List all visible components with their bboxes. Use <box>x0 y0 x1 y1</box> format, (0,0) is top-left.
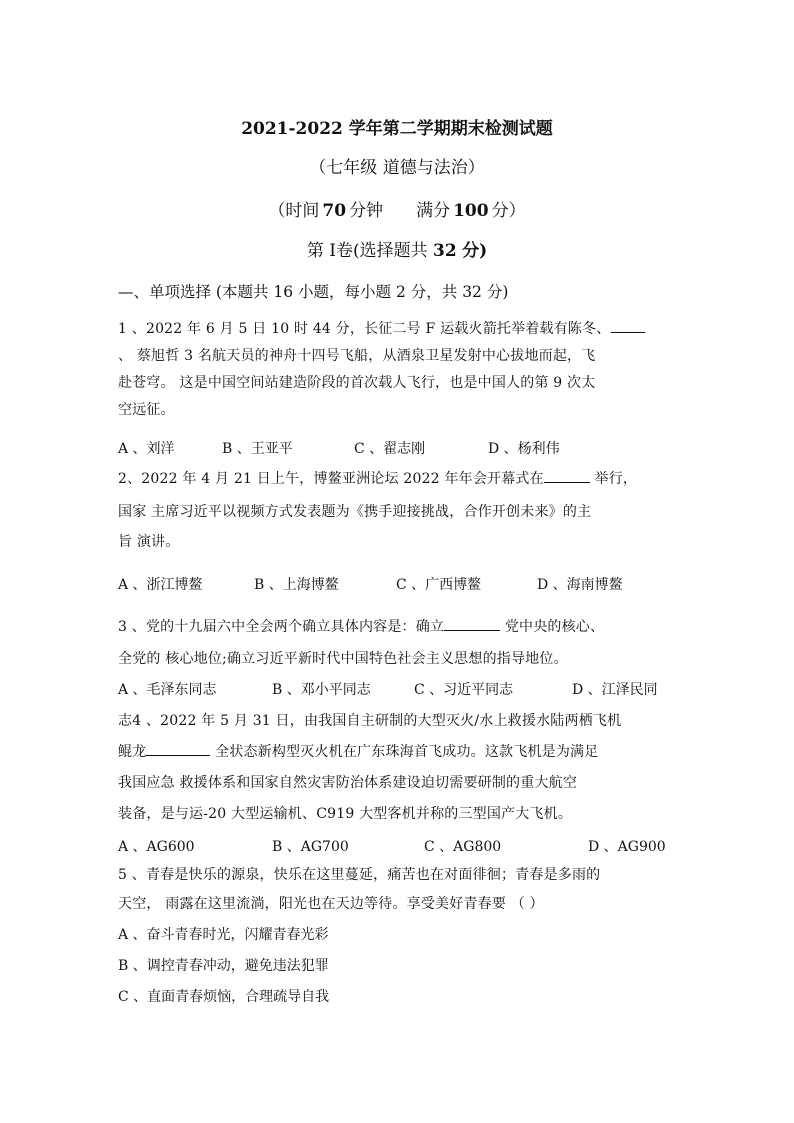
question-2-option-d: D 、海南博鳌 <box>537 577 623 593</box>
answer-blank <box>544 468 590 483</box>
question-1-option-a: A 、刘洋 <box>118 441 175 457</box>
exam-subtitle: （七年级 道德与法治） <box>309 158 485 178</box>
exam-title: 2021-2022 学年第二学期期末检测试题 <box>241 119 553 139</box>
question-1-option-c: C 、翟志刚 <box>354 441 426 457</box>
question-3-option-c: C 、习近平同志 <box>414 682 514 698</box>
question-5-line-2: 天空， 雨露在这里流淌，阳光也在天边等待。享受美好青春要 （ ） <box>118 896 544 912</box>
score-value: 100 <box>453 201 489 221</box>
question-2-line-2: 国家 主席习近平以视频方式发表题为《携手迎接挑战，合作开创未来》的主 <box>118 504 592 520</box>
question-2-option-c: C 、广西博鳌 <box>396 577 482 593</box>
volume-heading <box>0 236 794 261</box>
question-4-line-1: 志4 、2022 年 5 月 31 日，由我国自主研制的大型灭火/水上救援水陆两栖飞机 <box>118 713 622 729</box>
question-5-line-1: 5 、青春是快乐的源泉，快乐在这里蔓延，痛苦也在对面徘徊；青春是多雨的 <box>118 867 601 883</box>
answer-blank <box>444 616 500 631</box>
question-4-option-b: B 、AG700 <box>272 839 349 855</box>
question-4-option-c: C 、AG800 <box>424 839 502 855</box>
question-3-line-1: 3 、党的十九届六中全会两个确立具体内容是：确立 党中央的核心、 <box>118 616 604 636</box>
time-unit: 分钟 <box>349 201 384 221</box>
score-label: 满分 <box>416 201 451 221</box>
question-1-line-3: 赴苍穹。 这是中国空间站建造阶段的首次载人飞行，也是中国人的第 9 次太 <box>118 375 596 391</box>
volume-suffix: 分) <box>462 241 488 261</box>
question-3-option-d: D 、江泽民同 <box>572 682 658 698</box>
question-2-option-b: B 、上海博鳌 <box>254 577 339 593</box>
question-5-option-b: B 、调控青春冲动，避免违法犯罪 <box>118 958 329 974</box>
question-4-option-a: A 、AG600 <box>118 839 195 855</box>
question-4-line-2: 鲲龙 全状态新构型灭火机在广东珠海首飞成功。这款飞机是为满足 <box>118 741 598 761</box>
exam-time-score <box>0 196 794 221</box>
time-label: （时间 <box>268 201 320 221</box>
time-value: 70 <box>322 201 347 221</box>
answer-blank <box>611 318 645 333</box>
question-4-line-4: 装备，是与运-20 大型运输机、C919 大型客机并称的三型国产大飞机。 <box>118 806 573 822</box>
question-1-line-4: 空远征。 <box>118 402 175 418</box>
question-3-option-b: B 、邓小平同志 <box>272 682 371 698</box>
volume-prefix: 第 Ⅰ卷(选择题共 <box>306 241 428 261</box>
volume-score: 32 <box>433 241 457 261</box>
question-2-line-3: 旨 演讲。 <box>118 534 180 550</box>
question-2-option-a: A 、浙江博鳌 <box>118 577 203 593</box>
question-1-option-d: D 、杨利伟 <box>488 441 560 457</box>
question-3-line-2: 全党的 核心地位;确立习近平新时代中国特色社会主义思想的指导地位。 <box>118 651 568 667</box>
score-unit: 分） <box>491 201 526 221</box>
question-1-option-b: B 、王亚平 <box>222 441 293 457</box>
section-heading: —、单项选择 (本题共 16 小题，每小题 2 分，共 32 分) <box>118 283 509 301</box>
question-4-option-d: D 、AG900 <box>588 839 666 855</box>
question-5-option-a: A 、奋斗青春时光，闪耀青春光彩 <box>118 927 329 943</box>
answer-blank <box>146 741 210 756</box>
question-4-line-3: 我国应急 救援体系和国家自然灾害防治体系建设迫切需要研制的重大航空 <box>118 775 578 791</box>
question-1-line-1: 1 、2022 年 6 月 5 日 10 时 44 分，长征二号 F 运载火箭托举着载有陈冬、 <box>118 318 645 338</box>
question-1-line-2: 、 蔡旭哲 3 名航天员的神舟十四号飞船，从酒泉卫星发射中心拔地而起，飞 <box>118 348 596 364</box>
question-2-line-1: 2、2022 年 4 月 21 日上午，博鳌亚洲论坛 2022 年年会开幕式在 举行， <box>118 468 637 488</box>
question-3-option-a: A 、毛泽东同志 <box>118 682 217 698</box>
question-5-option-c: C 、直面青春烦恼，合理疏导自我 <box>118 989 330 1005</box>
